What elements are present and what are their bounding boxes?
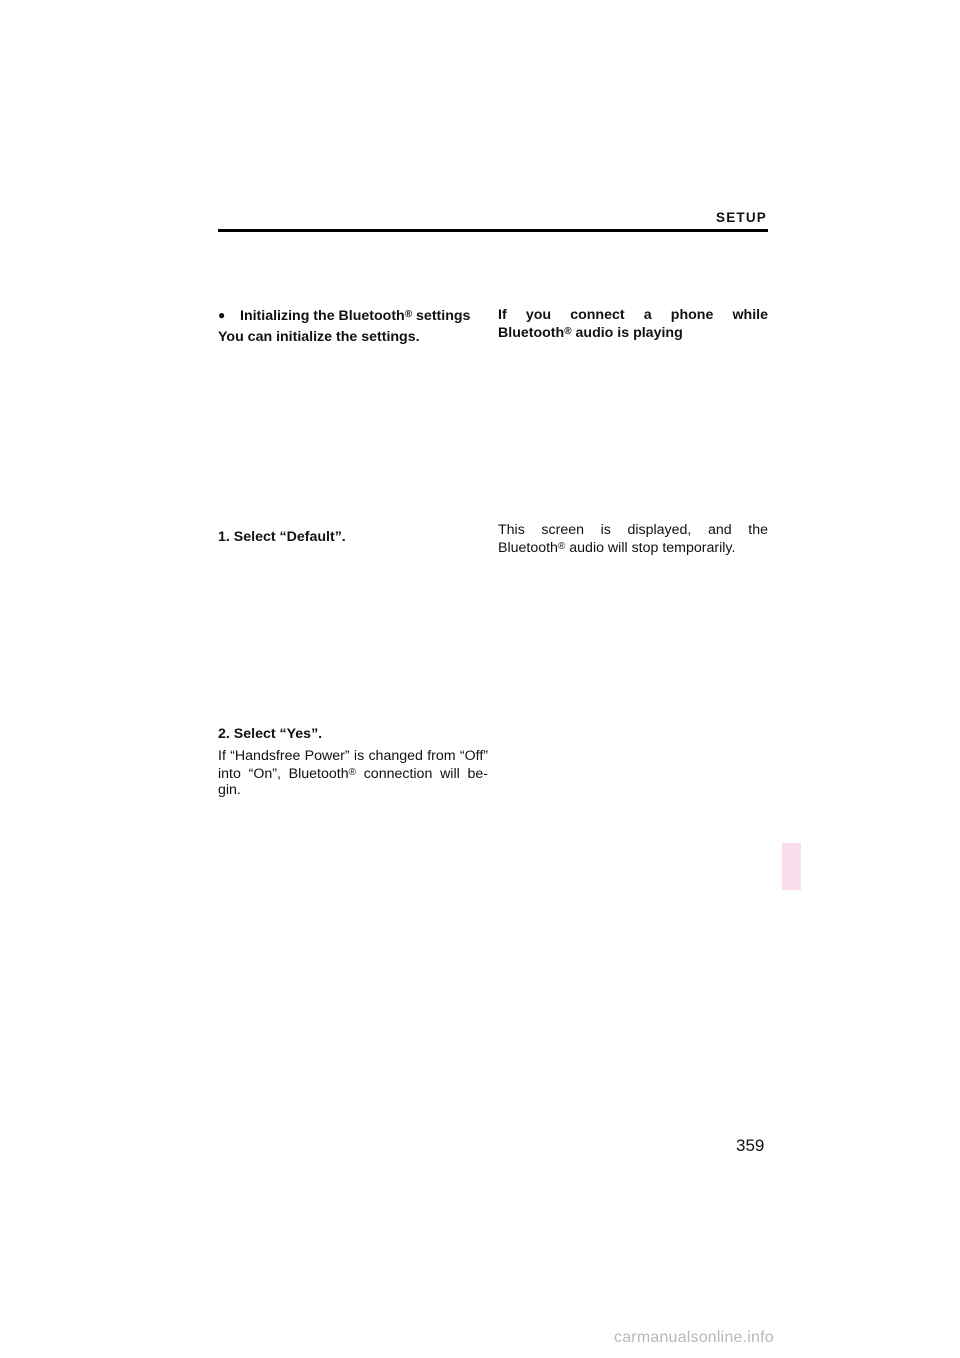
right-body-line-2 [498,539,768,557]
step-1: 1. Select “Default”. [218,529,346,545]
right-body-text-a: Bluetooth [498,539,558,556]
note-paragraph [218,748,488,799]
note-text-a: into “On”, Bluetooth [218,765,349,782]
right-body [498,522,768,556]
watermark: carmanualsonline.info [614,1329,774,1346]
note-line-3: gin. [218,782,241,798]
header-rule [218,229,768,232]
section-heading [218,307,488,325]
right-heading-text-b: audio is playing [571,324,683,341]
right-heading-text-a: Bluetooth [498,324,565,341]
right-body-line-1: This screen is displayed, and the [498,522,768,538]
step-2: 2. Select “Yes”. [218,726,323,742]
right-heading [498,307,768,341]
chapter-tab [782,843,801,890]
note-line-1: If “Handsfree Power” is changed from “Off” [218,748,488,764]
registered-mark: ® [404,309,413,320]
note-line-2 [218,765,488,783]
right-body-text-b: audio will stop temporarily. [565,539,736,556]
right-heading-line-1: If you connect a phone while [498,307,768,323]
note-text-b: connection will be- [355,765,489,782]
registered-mark: ® [348,766,356,778]
section-title: SETUP [716,210,768,225]
page-number: 359 [736,1136,765,1155]
heading-tail: settings [412,308,471,324]
intro-text: You can initialize the settings. [218,329,420,345]
right-heading-line-2 [498,324,768,342]
bullet-icon: ● [218,308,226,322]
registered-mark: ® [564,325,572,337]
registered-mark: ® [557,540,566,552]
heading-text: Initializing the Bluetooth [240,308,405,324]
